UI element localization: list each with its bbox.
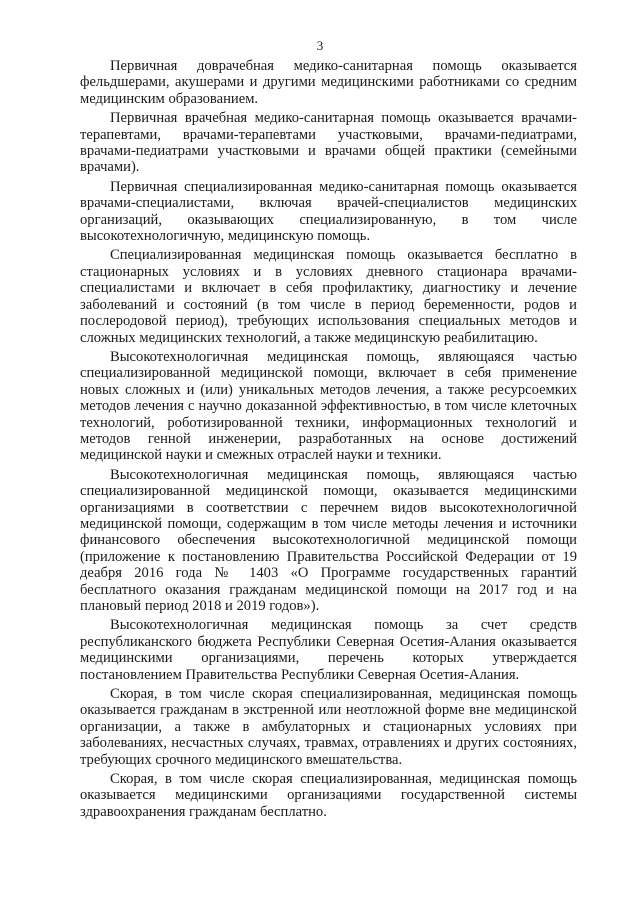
paragraph-high-tech-care-definition: Высокотехнологичная медицинская помощь, являющаяся частью специализированной медицинской помощи, включает в себя применение новых сложных и (или) уникальных методов лечения, а также ресурсоемких методов лечения с научно доказанной эффективностью, в том числе клеточных технологий, роботизированной техники, информационных технологий и методов генной инженерии, разработанных на основе достижений медицинской науки и смежных отраслей науки и техники. bbox=[80, 348, 577, 464]
paragraph-high-tech-care-providers: Высокотехнологичная медицинская помощь, являющаяся частью специализированной медицинской помощи, оказывается медицинскими организациями в соответствии с перечнем видов высокотехнологичной медицинской помощи, содержащим в том числе методы лечения и источники финансового обеспечения высокотехнологичной медицинской помощи (приложение к постановлению Правительства Российской Федерации от 19 деабря 2016 года № 1403 «О Программе государственных гарантий бесплатного оказания гражданам медицинской помощи на 2017 год и на плановый период 2018 и 2019 годов»). bbox=[80, 466, 577, 614]
body-text bbox=[80, 58, 577, 823]
paragraph-high-tech-care-republic-budget: Высокотехнологичная медицинская помощь за счет средств республиканского бюджета Республики Северная Осетия-Алания оказывается медицинскими организациями, перечень которых утверждается постановлением Правительства Республики Северная Осетия-Алания. bbox=[80, 617, 577, 683]
paragraph-primary-prephysician-care: Первичная доврачебная медико-санитарная помощь оказывается фельдшерами, акушерами и другими медицинскими работниками со средним медицинским образованием. bbox=[80, 58, 577, 107]
paragraph-emergency-care-free: Скорая, в том числе скорая специализированная, медицинская помощь оказывается медицинскими организациями государственной системы здравоохранения гражданам бесплатно. bbox=[80, 771, 577, 820]
page-number: 3 bbox=[316, 38, 324, 53]
paragraph-primary-physician-care: Первичная врачебная медико-санитарная помощь оказывается врачами-терапевтами, врачами-терапевтами участковыми, врачами-педиатрами, врачами-педиатрами участковыми и врачами общей практики (семейными врачами). bbox=[80, 110, 577, 176]
paragraph-emergency-care: Скорая, в том числе скорая специализированная, медицинская помощь оказывается гражданам в экстренной или неотложной форме вне медицинской организации, а также в амбулаторных и стационарных условиях при заболеваниях, несчастных случаях, травмах, отравлениях и других состояниях, требующих срочного медицинского вмешательства. bbox=[80, 686, 577, 768]
paragraph-specialized-care: Специализированная медицинская помощь оказывается бесплатно в стационарных условиях и в условиях дневного стационара врачами-специалистами и включает в себя профилактику, диагностику и лечение заболеваний и состояний (в том числе в период беременности, родов и послеродовой период), требующих использования специальных методов и сложных медицинских технологий, а также медицинскую реабилитацию. bbox=[80, 247, 577, 346]
paragraph-primary-specialized-care: Первичная специализированная медико-санитарная помощь оказывается врачами-специалистами, включая врачей-специалистов медицинских организаций, оказывающих специализированную, в том числе высокотехнологичную, медицинскую помощь. bbox=[80, 178, 577, 245]
